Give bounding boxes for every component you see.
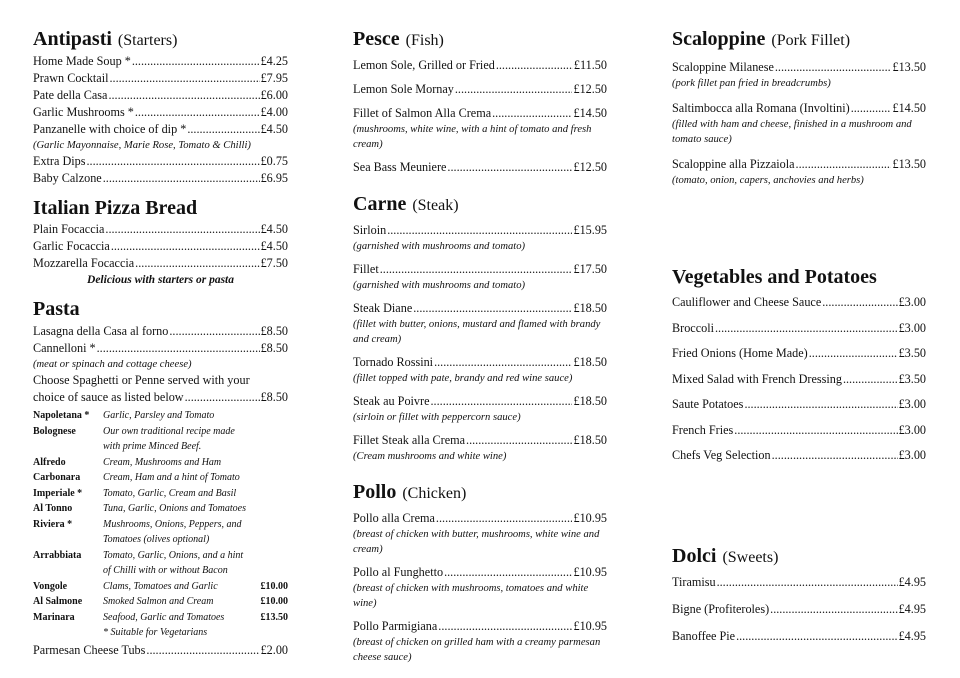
menu-item <box>33 221 288 238</box>
item-price: £13.50 <box>892 60 926 74</box>
leader-dots <box>132 53 260 70</box>
sauce-description: Tomato, Garlic, Cream and Basil <box>103 487 237 499</box>
section-title: Vegetables and Potatoes <box>672 266 877 288</box>
leader-dots <box>455 81 573 98</box>
item-name: Steak Diane <box>353 301 413 315</box>
item-line <box>672 371 926 388</box>
item-description: (sirloin or fillet with peppercorn sauce) <box>353 412 521 423</box>
menu-item <box>672 371 926 388</box>
vegetarian-note: * Suitable for Vegetarians <box>103 627 208 638</box>
item-name: Baby Calzone <box>33 171 102 185</box>
leader-dots <box>436 510 573 527</box>
item-line <box>33 53 288 70</box>
item-line <box>672 422 926 439</box>
sauce-name: Arrabbiata <box>33 549 82 561</box>
sauce-price: £10.00 <box>260 580 288 592</box>
item-line <box>353 354 607 371</box>
menu-item <box>353 159 607 176</box>
scaloppine-items <box>672 59 926 188</box>
item-price: £3.00 <box>898 295 926 309</box>
item-line <box>33 323 288 340</box>
item-description: (breast of chicken with mushrooms, tomatoes and white wine) <box>353 583 589 609</box>
leader-dots <box>438 618 572 635</box>
item-name: Extra Dips <box>33 154 86 168</box>
sauce-description: Our own traditional recipe made with prime Minced Beef. <box>103 425 235 452</box>
item-price: £18.50 <box>573 355 607 369</box>
item-line <box>33 340 288 357</box>
item-description: (tomato, onion, capers, anchovies and herbs) <box>672 175 864 186</box>
sauce-list <box>33 408 288 625</box>
item-line <box>33 153 288 170</box>
antipasti-items <box>33 53 288 187</box>
item-line <box>353 105 607 122</box>
item-name: Chefs Veg Selection <box>672 448 771 462</box>
item-line <box>353 432 607 449</box>
menu-item <box>353 564 607 611</box>
leader-dots <box>717 574 898 591</box>
item-name: Scaloppine alla Pizzaiola <box>672 157 795 171</box>
sauce-description: Garlic, Parsley and Tomato <box>103 410 215 421</box>
item-price: £14.50 <box>573 106 607 120</box>
item-name: Sea Bass Meuniere <box>353 160 447 174</box>
leader-dots <box>387 222 572 239</box>
item-line <box>672 628 926 645</box>
menu-item <box>353 618 607 665</box>
sauce-description: Clams, Tomatoes and Garlic <box>103 580 218 592</box>
menu-item <box>353 261 607 293</box>
scaloppine-section <box>672 26 926 188</box>
item-name: Banoffee Pie <box>672 629 736 643</box>
item-line <box>33 221 288 238</box>
item-price: £12.50 <box>573 82 607 96</box>
sauce-row <box>33 501 288 517</box>
item-line <box>353 159 607 176</box>
menu-item <box>353 57 607 74</box>
section-title: Dolci (Sweets) <box>672 545 779 567</box>
sauce-price: £13.50 <box>260 611 288 623</box>
sauce-row <box>33 548 288 579</box>
item-line <box>353 57 607 74</box>
item-line <box>33 70 288 87</box>
sauce-name: Bolognese <box>33 425 76 437</box>
leader-dots <box>772 447 898 464</box>
sauce-description: Mushrooms, Onions, Peppers, and Tomatoes (olives optional) <box>103 518 242 545</box>
item-name: Saute Potatoes <box>672 397 744 411</box>
menu-item <box>33 255 288 272</box>
pizza-bread-tagline: Delicious with starters or pasta <box>87 274 234 286</box>
item-price: £18.50 <box>573 433 607 447</box>
sauce-row <box>33 424 288 455</box>
antipasti-section <box>33 26 288 187</box>
pesce-section <box>353 26 607 176</box>
item-price: £3.00 <box>898 320 926 335</box>
leader-dots <box>796 156 892 173</box>
menu-item <box>33 121 288 153</box>
section-title: Carne (Steak) <box>353 193 459 215</box>
menu-column-left <box>33 26 288 659</box>
pasta-choice <box>33 372 288 406</box>
sauce-description: Cream, Mushrooms and Ham <box>103 456 222 468</box>
leader-dots <box>380 261 573 278</box>
menu-item <box>33 153 288 170</box>
menu-item <box>353 432 607 464</box>
item-line <box>672 59 926 76</box>
sauce-description: Tomato, Garlic, Onions, and a hint of Chilli with or without Bacon <box>103 549 244 576</box>
menu-item <box>33 53 288 70</box>
item-description: (garnished with mushrooms and tomato) <box>353 280 526 291</box>
menu-item <box>33 642 288 659</box>
pizza-bread-section <box>33 195 288 288</box>
item-name: Mixed Salad with French Dressing <box>672 371 842 386</box>
item-description: (fillet with butter, onions, mustard and flamed with brandy and cream) <box>353 319 601 345</box>
leader-dots <box>775 59 892 76</box>
sauce-description: Smoked Salmon and Cream <box>103 596 214 607</box>
item-name: Panzanelle with choice of dip * <box>33 122 187 136</box>
item-name: Pollo alla Crema <box>353 511 435 525</box>
item-line <box>672 574 926 591</box>
item-line <box>672 294 926 311</box>
menu-item <box>672 628 926 645</box>
item-name: Lemon Sole, Grilled or Fried <box>353 58 495 72</box>
item-name: Prawn Cocktail <box>33 71 109 85</box>
item-line <box>672 396 926 413</box>
leader-dots <box>105 221 259 238</box>
item-line <box>353 618 607 635</box>
sauce-price <box>252 548 288 579</box>
sauce-name: Riviera * <box>33 518 73 530</box>
leader-dots <box>770 601 897 618</box>
item-price: £6.95 <box>260 171 288 185</box>
leader-dots <box>434 354 572 371</box>
item-price: £8.50 <box>260 324 288 338</box>
leader-dots <box>413 300 572 317</box>
item-description: (garnished with mushrooms and tomato) <box>353 241 526 252</box>
item-name: Pate della Casa <box>33 88 108 102</box>
item-description: (mushrooms, white wine, with a hint of tomato and fresh cream) <box>353 124 592 150</box>
item-name: Bigne (Profiteroles) <box>672 602 770 616</box>
leader-dots <box>447 159 572 176</box>
sauce-row <box>33 408 288 424</box>
item-name: Fillet Steak alla Crema <box>353 433 466 447</box>
sauce-price <box>252 501 288 517</box>
item-name: Saltimbocca alla Romana (Involtini) <box>672 101 850 115</box>
menu-column-right <box>672 26 926 643</box>
item-price: £4.95 <box>898 602 926 616</box>
vegetables-section <box>672 264 926 464</box>
item-price: £4.95 <box>898 575 926 589</box>
menu-item <box>33 87 288 104</box>
item-price: £10.95 <box>573 511 607 525</box>
menu-item <box>33 238 288 255</box>
section-title: Pasta <box>33 298 80 320</box>
sauce-row <box>33 579 288 595</box>
item-line <box>672 601 926 618</box>
sauce-description: Tuna, Garlic, Onions and Tomatoes <box>103 503 246 514</box>
leader-dots <box>135 104 260 121</box>
menu-item <box>672 59 926 91</box>
menu-item <box>353 222 607 254</box>
sauce-row <box>33 594 288 610</box>
item-name: Plain Focaccia <box>33 222 105 236</box>
menu-item <box>353 81 607 98</box>
pollo-items <box>353 510 607 665</box>
section-title: Italian Pizza Bread <box>33 197 198 219</box>
leader-dots <box>97 340 260 357</box>
leader-dots <box>86 153 259 170</box>
item-name: Broccoli <box>672 320 714 335</box>
sauce-row <box>33 486 288 502</box>
leader-dots <box>431 393 573 410</box>
item-name: Pollo Parmigiana <box>353 619 438 633</box>
sauce-name: Marinara <box>33 611 75 623</box>
menu-item <box>672 100 926 147</box>
menu-item <box>33 170 288 187</box>
item-name: Garlic Focaccia <box>33 239 110 253</box>
section-title: Pesce (Fish) <box>353 28 444 50</box>
menu-item <box>672 447 926 464</box>
item-line <box>33 121 288 138</box>
item-line <box>672 447 926 464</box>
leader-dots <box>843 371 898 388</box>
leader-dots <box>187 121 259 138</box>
leader-dots <box>744 396 897 413</box>
item-price: £2.00 <box>260 643 288 657</box>
leader-dots <box>851 100 892 117</box>
item-name: Garlic Mushrooms * <box>33 105 134 119</box>
menu-item <box>353 393 607 425</box>
sauce-description: Seafood, Garlic and Tomatoes <box>103 611 225 623</box>
pasta-section <box>33 296 288 659</box>
item-price: £10.95 <box>573 565 607 579</box>
sauce-name: Carbonara <box>33 472 81 483</box>
item-price: £15.95 <box>573 223 607 237</box>
leader-dots <box>444 564 572 581</box>
item-price: £4.50 <box>260 222 288 236</box>
item-line <box>672 156 926 173</box>
item-name: Tiramisu <box>672 575 716 589</box>
sauce-name: Alfredo <box>33 456 66 468</box>
item-price: £4.95 <box>898 629 926 643</box>
item-line <box>33 255 288 272</box>
item-description: (meat or spinach and cottage cheese) <box>33 359 192 370</box>
menu-item <box>672 294 926 311</box>
item-description: (filled with ham and cheese, finished in a mushroom and tomato sauce) <box>672 119 912 145</box>
sauce-price: £10.00 <box>260 596 288 607</box>
leader-dots <box>108 87 259 104</box>
item-name: Lemon Sole Mornay <box>353 82 454 96</box>
item-line <box>33 238 288 255</box>
item-price: £3.50 <box>898 371 926 386</box>
leader-dots <box>103 170 260 187</box>
menu-item <box>672 422 926 439</box>
leader-dots <box>822 294 897 311</box>
leader-dots <box>169 323 259 340</box>
sauce-row <box>33 455 288 471</box>
item-price: £3.00 <box>898 397 926 411</box>
item-name: Mozzarella Focaccia <box>33 256 135 270</box>
leader-dots <box>496 57 573 74</box>
sauce-price <box>252 517 288 548</box>
item-description: (Cream mushrooms and white wine) <box>353 451 507 462</box>
item-line <box>33 170 288 187</box>
item-name: Parmesan Cheese Tubs <box>33 643 146 657</box>
sauce-row <box>33 610 288 626</box>
item-description: (fillet topped with pate, brandy and red wine sauce) <box>353 373 573 384</box>
item-line <box>353 510 607 527</box>
item-name: Fillet of Salmon Alla Crema <box>353 106 492 120</box>
item-price: £18.50 <box>573 301 607 315</box>
item-line <box>672 320 926 337</box>
sauce-name: Imperiale * <box>33 487 83 499</box>
item-name: Sirloin <box>353 223 387 237</box>
section-title: Antipasti (Starters) <box>33 28 178 50</box>
item-price: £11.50 <box>573 58 607 72</box>
section-title: Pollo (Chicken) <box>353 481 467 503</box>
pasta-choice-price: £8.50 <box>260 390 288 404</box>
item-description: (Garlic Mayonnaise, Marie Rose, Tomato & Chilli) <box>33 140 251 151</box>
section-title: Scaloppine (Pork Fillet) <box>672 28 851 50</box>
sauce-name: Al Tonno <box>33 503 73 514</box>
leader-dots <box>135 255 259 272</box>
vegetables-items <box>672 294 926 464</box>
sauce-row <box>33 470 288 486</box>
item-name: Steak au Poivre <box>353 394 430 408</box>
carne-section <box>353 191 607 464</box>
leader-dots <box>466 432 572 449</box>
menu-item <box>672 396 926 413</box>
item-price: £12.50 <box>573 160 607 174</box>
item-price: £0.75 <box>260 154 288 168</box>
item-line <box>353 564 607 581</box>
item-price: £3.00 <box>898 422 926 437</box>
pasta-choice-line2: choice of sauce as listed below <box>33 390 184 404</box>
sauce-name: Al Salmone <box>33 596 83 607</box>
dolci-items <box>672 574 926 645</box>
sauce-price <box>252 424 288 455</box>
carne-items <box>353 222 607 464</box>
item-price: £18.50 <box>573 394 607 408</box>
item-price: £4.50 <box>260 239 288 253</box>
item-line <box>353 300 607 317</box>
menu-item <box>672 320 926 337</box>
item-line <box>672 100 926 117</box>
item-price: £13.50 <box>892 157 926 171</box>
item-price: £3.50 <box>898 346 926 360</box>
dolci-section <box>672 543 926 645</box>
item-line <box>33 87 288 104</box>
sauce-price <box>252 455 288 471</box>
item-name: Fried Onions (Home Made) <box>672 346 808 360</box>
item-name: Tornado Rossini <box>353 355 434 369</box>
sauce-name: Vongole <box>33 580 68 592</box>
item-price: £4.50 <box>260 122 288 136</box>
item-name: Cauliflower and Cheese Sauce <box>672 295 822 309</box>
menu-item <box>353 354 607 386</box>
item-price: £4.00 <box>260 105 288 119</box>
menu-item <box>672 601 926 618</box>
leader-dots <box>736 628 898 645</box>
sauce-row <box>33 517 288 548</box>
leader-dots <box>715 320 898 337</box>
menu-item <box>33 104 288 121</box>
menu-item <box>33 323 288 340</box>
item-line <box>353 393 607 410</box>
pollo-section <box>353 479 607 665</box>
item-name: Pollo al Funghetto <box>353 565 444 579</box>
item-line <box>353 222 607 239</box>
leader-dots <box>734 422 897 439</box>
item-name: French Fries <box>672 422 734 437</box>
item-name: Fillet <box>353 262 379 276</box>
item-price: £7.50 <box>260 256 288 270</box>
item-name: Lasagna della Casa al forno <box>33 324 169 338</box>
menu-item <box>353 510 607 557</box>
menu-item <box>353 300 607 347</box>
leader-dots <box>111 238 260 255</box>
item-line <box>353 261 607 278</box>
leader-dots <box>492 105 572 122</box>
menu-item <box>33 340 288 372</box>
item-name: Cannelloni * <box>33 341 96 355</box>
sauce-price <box>252 470 288 486</box>
sauce-name: Napoletana * <box>33 410 90 421</box>
item-price: £4.25 <box>260 54 288 68</box>
sauce-description: Cream, Ham and a hint of Tomato <box>103 472 240 483</box>
sauce-price <box>252 408 288 424</box>
item-price: £6.00 <box>260 88 288 102</box>
item-price: £7.95 <box>260 71 288 85</box>
menu-item <box>672 156 926 188</box>
menu-column-middle <box>353 26 607 665</box>
menu-item <box>353 105 607 152</box>
pasta-items <box>33 323 288 372</box>
item-line <box>353 81 607 98</box>
item-line <box>33 104 288 121</box>
leader-dots <box>809 345 898 362</box>
item-price: £10.95 <box>573 619 607 633</box>
item-price: £8.50 <box>260 341 288 355</box>
item-name: Scaloppine Milanese <box>672 60 774 74</box>
item-name: Home Made Soup * <box>33 54 131 68</box>
item-description: (pork fillet pan fried in breadcrumbs) <box>672 78 831 89</box>
pizza-bread-items <box>33 221 288 272</box>
item-line <box>672 345 926 362</box>
pasta-choice-line1: Choose Spaghetti or Penne served with your <box>33 373 250 387</box>
pesce-items <box>353 57 607 176</box>
item-price: £17.50 <box>573 262 607 276</box>
menu-item <box>672 345 926 362</box>
sauce-price <box>252 486 288 502</box>
item-price: £14.50 <box>892 101 926 115</box>
menu-item <box>672 574 926 591</box>
item-description: (breast of chicken with butter, mushrooms, white wine and cream) <box>353 529 600 555</box>
item-price: £3.00 <box>898 448 926 462</box>
item-description: (breast of chicken on grilled ham with a creamy parmesan cheese sauce) <box>353 637 601 663</box>
menu-item <box>33 70 288 87</box>
leader-dots <box>109 70 259 87</box>
